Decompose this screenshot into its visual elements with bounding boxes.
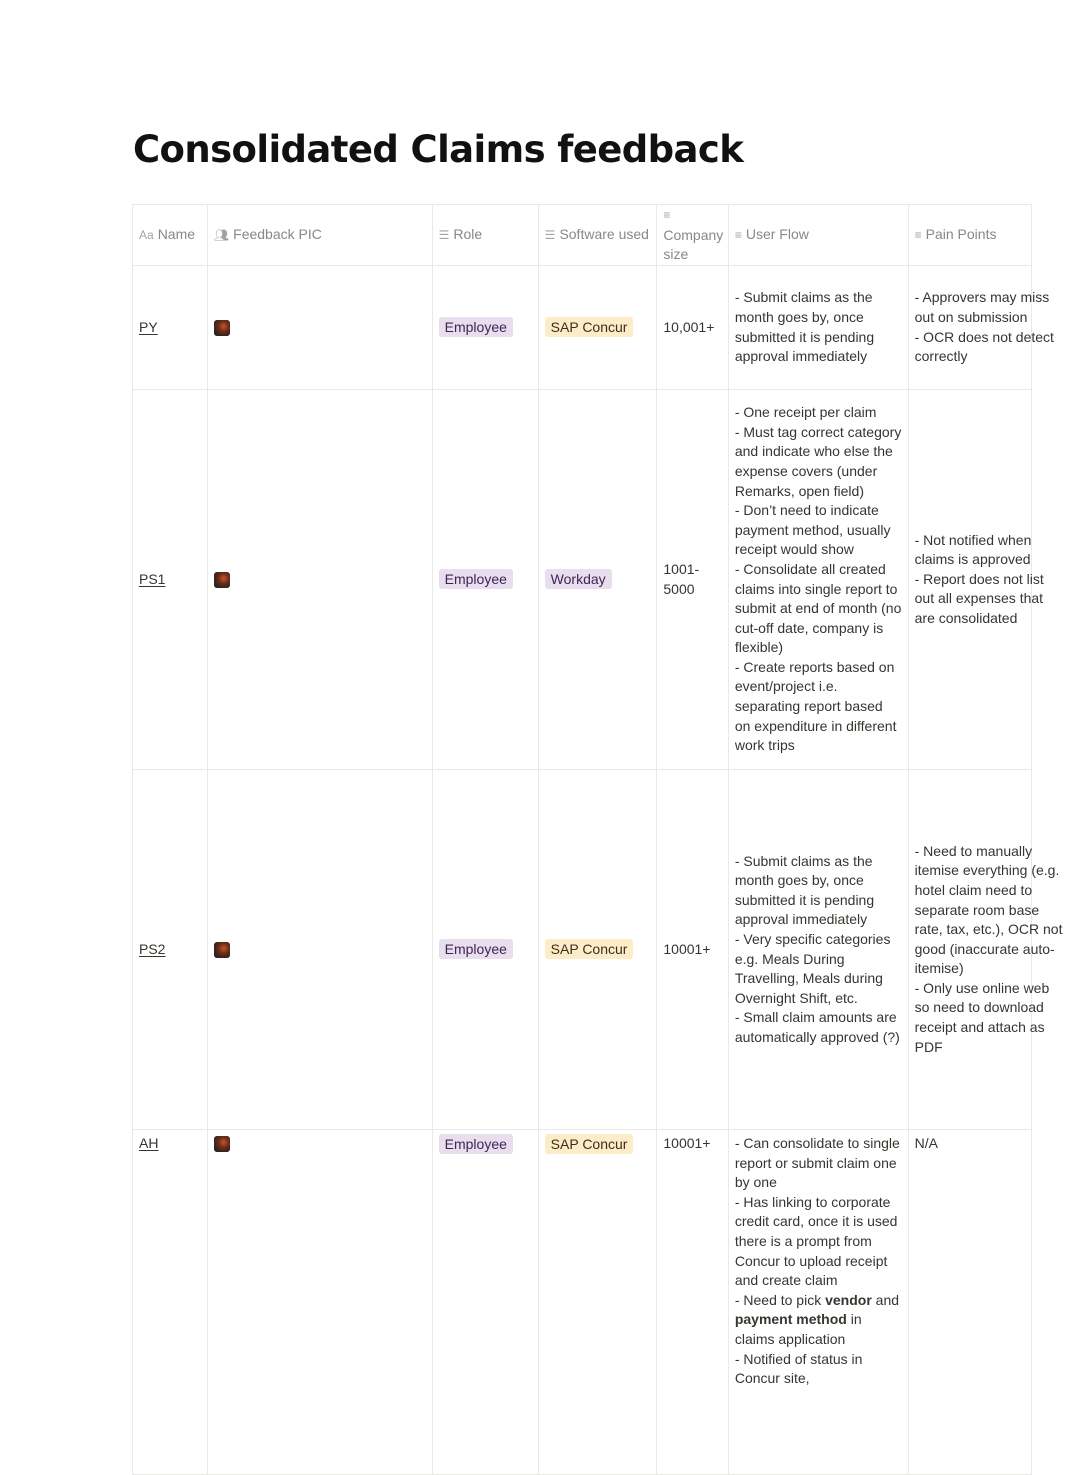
column-header-name[interactable] <box>133 205 208 266</box>
cell-name <box>133 1130 208 1475</box>
flow-text-bold: vendor <box>825 1291 872 1308</box>
avatar <box>214 1136 230 1152</box>
row-title-link[interactable]: PY <box>139 318 158 335</box>
text-property-icon: Aa <box>139 227 154 242</box>
avatar <box>214 572 230 588</box>
column-header-label: Name <box>157 225 196 242</box>
pain-points-text: - Not notified when claims is approved - Report does not list out all expenses that are consolidated <box>914 531 1044 626</box>
cell-feedback-pic[interactable] <box>207 390 432 770</box>
cell-pain-points[interactable] <box>908 1130 1031 1475</box>
pain-points-text: - Need to manually itemise everything (e.g. hotel claim need to separate room base rate, tax, etc.), OCR not good (inaccurate auto-itemise) - Only use online web so need to download receipt and attach as PDF <box>914 842 1063 1055</box>
row-title-link[interactable]: PS2 <box>139 940 166 957</box>
cell-software[interactable] <box>538 770 657 1130</box>
column-header-company-size[interactable] <box>657 205 728 266</box>
column-header-label: User Flow <box>745 225 809 242</box>
page-title: Consolidated Claims feedback <box>133 128 744 171</box>
column-header-role[interactable] <box>432 205 538 266</box>
database-table <box>132 204 1063 1456</box>
avatar <box>214 320 230 336</box>
cell-name <box>133 266 208 390</box>
cell-user-flow[interactable] <box>728 1130 908 1475</box>
avatar <box>214 942 230 958</box>
cell-name <box>133 770 208 1130</box>
role-tag: Employee <box>439 317 513 337</box>
table-row <box>133 770 1032 1130</box>
text-lines-property-icon: ≡ <box>914 227 922 242</box>
person-property-icon: 👥︎ <box>213 227 230 242</box>
cell-software[interactable] <box>538 266 657 390</box>
row-title-link[interactable]: AH <box>139 1135 159 1151</box>
cell-company-size[interactable]: 10001+ <box>657 770 728 1130</box>
table-row <box>133 390 1032 770</box>
role-tag: Employee <box>439 939 513 959</box>
cell-role[interactable] <box>432 390 538 770</box>
flow-text: - Can consolidate to single report or submit claim one by one - Has linking to corporate credit card, once it is used there is a prompt from Concur to upload receipt and create claim - Need to pick <box>734 1135 900 1308</box>
flow-text: in claims application - Notified of status in Concur site, <box>734 1311 863 1387</box>
software-tag: SAP Concur <box>545 317 634 337</box>
column-header-label: Role <box>453 225 483 242</box>
role-tag: Employee <box>439 569 513 589</box>
table-header-row <box>133 205 1032 266</box>
column-header-label: Software used <box>559 225 649 242</box>
cell-user-flow[interactable]: - One receipt per claim - Must tag correct category and indicate who else the expense covers (under Remarks, open field) - Don’t need to indicate payment method, usually receipt would show - Consolidate all created claims into single report to submit at end of month (no cut-off date, company is flexible) - Create reports based on event/project i.e. separating report based on expenditure in different work trips <box>728 390 908 770</box>
list-property-icon: ☰ <box>544 227 556 242</box>
cell-role[interactable] <box>432 1130 538 1475</box>
cell-role[interactable] <box>432 266 538 390</box>
column-header-label: Feedback PIC <box>233 225 322 242</box>
cell-company-size[interactable]: 10001+ <box>657 1130 728 1475</box>
flow-text-bold: payment method <box>734 1311 847 1328</box>
text-lines-property-icon: ≡ <box>734 227 742 242</box>
cell-user-flow[interactable]: - Submit claims as the month goes by, once submitted it is pending approval immediately - Very specific categories e.g. Meals During Travelling, Meals during Overnight Shift, etc. - Small claim amounts are automatically approved (?) <box>728 770 908 1130</box>
software-tag: SAP Concur <box>545 1134 634 1154</box>
cell-company-size[interactable]: 1001- 5000 <box>657 390 728 770</box>
column-header-feedback-pic[interactable] <box>207 205 432 266</box>
cell-company-size[interactable]: 10,001+ <box>657 266 728 390</box>
table-row <box>133 1130 1032 1475</box>
flow-text: and <box>871 1291 903 1308</box>
column-header-software-used[interactable] <box>538 205 657 266</box>
pain-points-text: N/A <box>914 1135 938 1151</box>
cell-feedback-pic[interactable] <box>207 770 432 1130</box>
software-tag: Workday <box>545 569 612 589</box>
role-tag: Employee <box>439 1134 513 1154</box>
cell-name <box>133 390 208 770</box>
cell-role[interactable] <box>432 770 538 1130</box>
software-tag: SAP Concur <box>545 939 634 959</box>
column-header-user-flow[interactable] <box>728 205 908 266</box>
list-property-icon: ☰ <box>438 227 450 242</box>
cell-pain-points[interactable] <box>908 390 1044 770</box>
cell-feedback-pic[interactable] <box>207 1130 432 1475</box>
cell-feedback-pic[interactable] <box>207 266 432 390</box>
column-header-pain-points[interactable] <box>908 205 1031 266</box>
column-header-label: Company size <box>663 226 724 263</box>
text-lines-property-icon: ≡ <box>663 208 671 223</box>
cell-user-flow[interactable]: - Submit claims as the month goes by, once submitted it is pending approval immediately <box>728 266 908 390</box>
row-title-link[interactable]: PS1 <box>139 570 166 587</box>
table-row <box>133 266 1032 390</box>
cell-software[interactable] <box>538 1130 657 1475</box>
cell-pain-points[interactable] <box>908 266 1054 390</box>
pain-points-text: - Approvers may miss out on submission - OCR does not detect correctly <box>914 289 1054 365</box>
column-header-label: Pain Points <box>925 225 997 242</box>
cell-pain-points[interactable] <box>908 770 1063 1130</box>
cell-software[interactable] <box>538 390 657 770</box>
